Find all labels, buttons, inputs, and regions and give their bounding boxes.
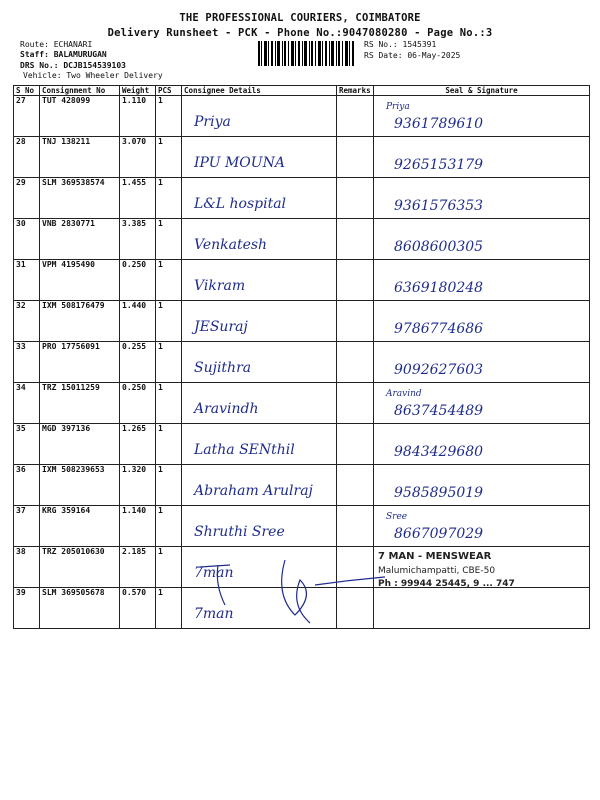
route-line — [20, 40, 92, 50]
remarks — [337, 137, 374, 178]
consignee-details — [182, 96, 337, 137]
serial-number: 27 — [14, 96, 40, 137]
seal-signature — [374, 506, 590, 547]
weight: 3.385 — [120, 219, 156, 260]
table-row — [14, 506, 590, 547]
table-row — [14, 96, 590, 137]
weight: 0.250 — [120, 260, 156, 301]
pieces: 1 — [156, 383, 182, 424]
receiver-phone: 8608600305 — [394, 239, 484, 255]
consignment-number: VNB 2830771 — [40, 219, 120, 260]
staff-value: BALAMURUGAN — [53, 50, 107, 59]
consignee-name: Aravindh — [194, 401, 259, 417]
receiver-phone: 9361789610 — [394, 116, 484, 132]
consignee-details — [182, 137, 337, 178]
rs-date-line — [364, 51, 460, 61]
consignee-details — [182, 260, 337, 301]
consignee-name: IPU MOUNA — [194, 155, 285, 171]
rs-date-label: RS Date: — [364, 51, 403, 60]
consignee-details — [182, 342, 337, 383]
remarks — [337, 465, 374, 506]
serial-number: 37 — [14, 506, 40, 547]
receiver-phone: 9843429680 — [394, 444, 484, 460]
seal-signature — [374, 547, 590, 588]
weight: 2.185 — [120, 547, 156, 588]
seal-signature — [374, 96, 590, 137]
receiver-phone: 8667097029 — [394, 526, 484, 542]
route-value: ECHANARI — [53, 40, 93, 49]
consignee-details — [182, 383, 337, 424]
table-row — [14, 383, 590, 424]
serial-number: 35 — [14, 424, 40, 465]
weight: 1.265 — [120, 424, 156, 465]
weight: 1.110 — [120, 96, 156, 137]
remarks — [337, 260, 374, 301]
consignee-details — [182, 424, 337, 465]
serial-number: 30 — [14, 219, 40, 260]
consignment-number: PRO 17756091 — [40, 342, 120, 383]
col-weight: Weight — [120, 86, 156, 96]
consignee-name: L&L hospital — [194, 196, 287, 212]
pieces: 1 — [156, 465, 182, 506]
signature: Priya — [386, 102, 410, 112]
consignee-details — [182, 465, 337, 506]
weight: 0.570 — [120, 588, 156, 629]
weight: 0.255 — [120, 342, 156, 383]
vehicle-label: Vehicle: — [23, 71, 62, 80]
serial-number: 31 — [14, 260, 40, 301]
receiver-phone: 6369180248 — [394, 280, 484, 296]
serial-number: 34 — [14, 383, 40, 424]
receiver-phone: 9361576353 — [394, 198, 484, 214]
table-row — [14, 465, 590, 506]
pieces: 1 — [156, 301, 182, 342]
consignment-number: SLM 369538574 — [40, 178, 120, 219]
table-header-row — [14, 86, 590, 96]
route-label: Route: — [20, 40, 49, 49]
consignment-number: IXM 508239653 — [40, 465, 120, 506]
consignee-name: JESuraj — [194, 319, 248, 335]
document-subtitle: Delivery Runsheet - PCK - Phone No.:9047080280 - Page No.:3 — [107, 27, 493, 39]
stamp-address: Malumichampatti, CBE-50 — [378, 566, 496, 576]
staff-label: Staff: — [20, 50, 49, 59]
table-row — [14, 342, 590, 383]
rs-no-label: RS No.: — [364, 40, 398, 49]
col-consignment: Consignment No — [40, 86, 120, 96]
consignee-name: Sujithra — [194, 360, 252, 376]
table-row — [14, 219, 590, 260]
receiver-phone: 9265153179 — [394, 157, 484, 173]
consignee-name: Vikram — [194, 278, 246, 294]
pieces: 1 — [156, 96, 182, 137]
consignment-number: TRZ 205010630 — [40, 547, 120, 588]
signature: Sree — [386, 512, 408, 522]
seal-signature — [374, 424, 590, 465]
table-row — [14, 178, 590, 219]
rs-no-value: 1545391 — [402, 40, 437, 49]
serial-number: 32 — [14, 301, 40, 342]
col-remarks: Remarks — [337, 86, 374, 96]
pieces: 1 — [156, 588, 182, 629]
consignee-details — [182, 301, 337, 342]
consignment-number: VPM 4195490 — [40, 260, 120, 301]
col-seal-signature: Seal & Signature — [374, 86, 590, 96]
weight: 3.070 — [120, 137, 156, 178]
barcode — [258, 41, 354, 66]
serial-number: 38 — [14, 547, 40, 588]
consignee-details — [182, 506, 337, 547]
consignment-number: TNJ 138211 — [40, 137, 120, 178]
table-row — [14, 424, 590, 465]
col-consignee: Consignee Details — [182, 86, 337, 96]
drs-line — [20, 61, 126, 71]
seal-signature — [374, 342, 590, 383]
document-title: THE PROFESSIONAL COURIERS, COIMBATORE — [179, 12, 421, 24]
remarks — [337, 342, 374, 383]
pieces: 1 — [156, 424, 182, 465]
vehicle-value: Two Wheeler Delivery — [66, 71, 163, 80]
consignment-number: KRG 359164 — [40, 506, 120, 547]
rs-no-line — [364, 40, 436, 50]
seal-signature — [374, 178, 590, 219]
serial-number: 36 — [14, 465, 40, 506]
weight: 1.440 — [120, 301, 156, 342]
serial-number: 29 — [14, 178, 40, 219]
pieces: 1 — [156, 219, 182, 260]
staff-line — [20, 50, 107, 60]
consignee-name: Priya — [194, 114, 231, 130]
serial-number: 33 — [14, 342, 40, 383]
seal-signature — [374, 588, 590, 629]
col-sno: S No — [14, 86, 40, 96]
signature: Aravind — [386, 389, 422, 399]
pieces: 1 — [156, 178, 182, 219]
remarks — [337, 96, 374, 137]
remarks — [337, 178, 374, 219]
stamp-phone: Ph : 99944 25445, 9 ... 747 — [378, 579, 515, 588]
seal-signature — [374, 260, 590, 301]
consignee-name: 7man — [194, 606, 234, 622]
seal-signature — [374, 465, 590, 506]
seal-signature — [374, 301, 590, 342]
weight: 1.455 — [120, 178, 156, 219]
consignee-name: Latha SENthil — [194, 442, 295, 458]
pieces: 1 — [156, 342, 182, 383]
consignment-number: IXM 508176479 — [40, 301, 120, 342]
shop-stamp — [378, 551, 578, 588]
pieces: 1 — [156, 506, 182, 547]
consignment-number: TRZ 15011259 — [40, 383, 120, 424]
consignee-name: Abraham Arulraj — [194, 483, 313, 499]
drs-value: DCJB154539103 — [63, 61, 126, 70]
pieces: 1 — [156, 137, 182, 178]
weight: 1.140 — [120, 506, 156, 547]
receiver-phone: 9585895019 — [394, 485, 484, 501]
remarks — [337, 506, 374, 547]
remarks — [337, 219, 374, 260]
signature-swirl — [190, 545, 390, 635]
consignee-details — [182, 219, 337, 260]
seal-signature — [374, 383, 590, 424]
receiver-phone: 9786774686 — [394, 321, 484, 337]
consignee-name: Venkatesh — [194, 237, 268, 253]
vehicle-line — [23, 71, 163, 81]
serial-number: 28 — [14, 137, 40, 178]
seal-signature — [374, 219, 590, 260]
receiver-phone: 8637454489 — [394, 403, 484, 419]
consignment-number: SLM 369505678 — [40, 588, 120, 629]
consignment-number: MGD 397136 — [40, 424, 120, 465]
pieces: 1 — [156, 260, 182, 301]
consignee-name: Shruthi Sree — [194, 524, 285, 540]
remarks — [337, 424, 374, 465]
weight: 0.250 — [120, 383, 156, 424]
receiver-phone: 9092627603 — [394, 362, 484, 378]
consignment-number: TUT 428099 — [40, 96, 120, 137]
remarks — [337, 301, 374, 342]
seal-signature — [374, 137, 590, 178]
consignee-details — [182, 178, 337, 219]
table-row — [14, 137, 590, 178]
pieces: 1 — [156, 547, 182, 588]
remarks — [337, 383, 374, 424]
consignee-name: 7man — [194, 565, 234, 581]
serial-number: 39 — [14, 588, 40, 629]
drs-label: DRS No.: — [20, 61, 59, 70]
stamp-name: 7 MAN - MENSWEAR — [378, 551, 492, 562]
col-pcs: PCS — [156, 86, 182, 96]
table-row — [14, 301, 590, 342]
table-row — [14, 260, 590, 301]
weight: 1.320 — [120, 465, 156, 506]
rs-date-value: 06-May-2025 — [407, 51, 461, 60]
